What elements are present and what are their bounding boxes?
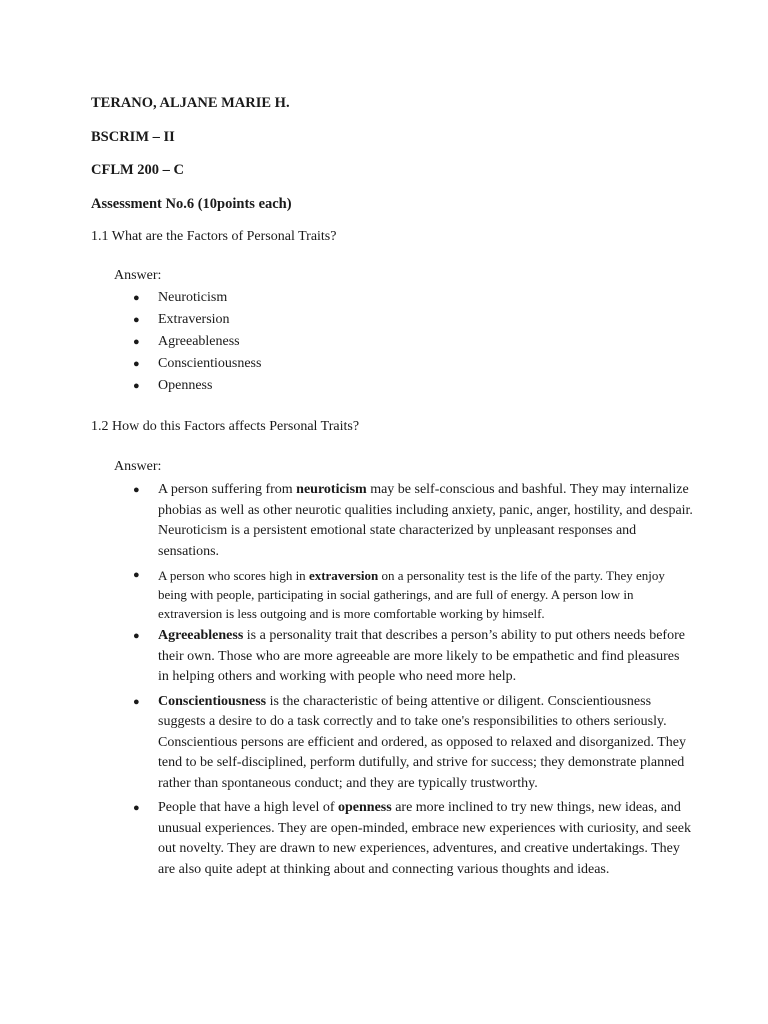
item-text-post: is the characteristic of being attentive or diligent. Conscientiousness suggests a desire to do a task correctly and to take one's responsibilities to others seriously. Conscientious persons are efficient and ordered, as opposed to relaxed and disorganized. They tend to be self-disciplined, perform dutifully, and strive for success; they demonstrate planned rather than spontaneous conduct; and they are typically trustworthy. bbox=[158, 693, 686, 791]
item-text-post: is a personality trait that describes a person’s ability to put others needs before their own. Those who are more agreeable are more likely to be empathetic and find pleasures in helping others and working with people who need more help. bbox=[158, 628, 685, 684]
course-label: BSCRIM – II bbox=[91, 129, 175, 145]
bullet-icon: ● bbox=[133, 630, 140, 642]
question-1: 1.1 What are the Factors of Personal Traits? bbox=[91, 229, 337, 244]
list-item bbox=[133, 626, 693, 688]
subject-label: CFLM 200 – C bbox=[91, 162, 185, 178]
list-item bbox=[133, 287, 261, 309]
question-2: 1.2 How do this Factors affects Personal Traits? bbox=[91, 419, 360, 434]
factors-list bbox=[133, 287, 261, 397]
item-text-post: may be self-conscious and bashful. They may internalize phobias as well as other neurotic qualities including anxiety, panic, anger, hostility, and despair. Neuroticism is a persistent emotional state characterized by unpleasant responses and sensations. bbox=[158, 482, 693, 559]
bullet-icon: ● bbox=[133, 358, 140, 370]
list-item bbox=[133, 692, 693, 795]
list-item bbox=[133, 353, 261, 375]
item-term: neuroticism bbox=[296, 482, 367, 497]
item-text-pre: A person suffering from bbox=[158, 482, 297, 497]
bullet-icon: ● bbox=[133, 569, 140, 581]
list-item-text: Agreeableness bbox=[158, 334, 240, 349]
item-term: Conscientiousness bbox=[158, 693, 267, 709]
list-item bbox=[133, 798, 693, 880]
item-text-pre: A person who scores high in bbox=[158, 568, 309, 583]
assessment-title: Assessment No.6 (10points each) bbox=[91, 196, 292, 212]
list-item-text: Openness bbox=[158, 378, 213, 393]
list-item bbox=[133, 375, 261, 397]
item-term: openness bbox=[338, 800, 392, 815]
item-text-post: are more inclined to try new things, new ideas, and unusual experiences. They are open-minded, embrace new experiences with curiosity, and seek out novelty. They are drawn to new experiences, adventures, and creative undertakings. They are also quite adept at thinking about and connecting various thoughts and ideas. bbox=[158, 800, 691, 877]
answer-label-2: Answer: bbox=[114, 459, 162, 474]
bullet-icon: ● bbox=[133, 380, 140, 392]
list-item-text: Neuroticism bbox=[158, 290, 228, 305]
effects-list bbox=[133, 480, 693, 884]
bullet-icon: ● bbox=[133, 292, 140, 304]
item-term: Agreeableness bbox=[158, 628, 244, 643]
bullet-icon: ● bbox=[133, 695, 140, 708]
list-item bbox=[133, 309, 261, 331]
list-item bbox=[133, 480, 693, 562]
list-item bbox=[133, 331, 261, 353]
list-item-text: Conscientiousness bbox=[158, 356, 262, 371]
bullet-icon: ● bbox=[133, 336, 140, 348]
bullet-icon: ● bbox=[133, 314, 140, 326]
student-name: TERANO, ALJANE MARIE H. bbox=[91, 95, 290, 111]
bullet-icon: ● bbox=[133, 802, 140, 814]
list-item bbox=[133, 566, 693, 623]
item-text-post: on a personality test is the life of the party. They enjoy being with people, participating in social gatherings, and are full of energy. A person low in extraversion is less outgoing and is more comfortable working by himself. bbox=[158, 568, 665, 621]
list-item-text: Extraversion bbox=[158, 312, 230, 327]
item-term: extraversion bbox=[308, 568, 379, 583]
item-text-pre: People that have a high level of bbox=[158, 800, 338, 815]
bullet-icon: ● bbox=[133, 484, 140, 496]
answer-label-1: Answer: bbox=[114, 268, 162, 283]
